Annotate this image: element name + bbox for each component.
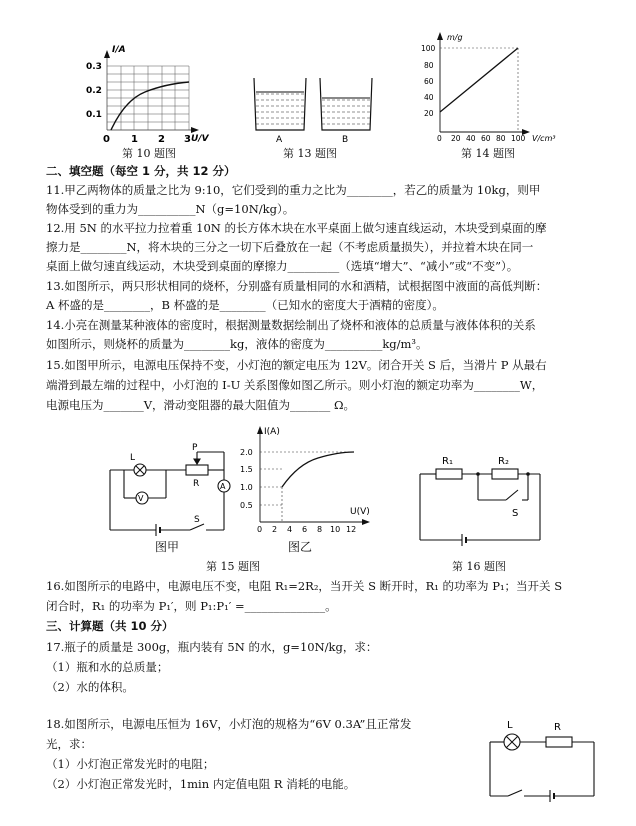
- fig10-y-tick: 0.1: [86, 110, 102, 120]
- q18-line1: 18.如图所示，电源电压恒为 16V，小灯泡的规格为“6V 0.3A”且正常发: [46, 717, 412, 731]
- fig15-graph-x-label: U(V): [350, 507, 370, 517]
- fig15-graph-y-tick: 1.0: [240, 483, 253, 492]
- fig10-y-label: I/A: [112, 45, 126, 55]
- fig13-label-b: B: [342, 135, 349, 145]
- q12-line2: 擦力是________N，将木块的三分之一切下后叠放在一起（不考虑质量损失），并拉着木块在同一: [46, 240, 534, 254]
- fig16-label-s: S: [512, 508, 519, 519]
- fig18-circuit: [482, 716, 606, 812]
- fig15-graph: [238, 424, 378, 544]
- fig15-label-s: S: [194, 515, 200, 525]
- fig14-y-tick: 80: [424, 61, 434, 70]
- fig16-label-r1: R₁: [442, 456, 453, 467]
- q16-line2: 闭合时，R₁ 的功率为 P₁′，则 P₁:P₁′ =______________。: [46, 599, 337, 613]
- fig10-x-tick: 2: [158, 134, 165, 145]
- q18-line2: 光，求：: [46, 737, 92, 751]
- fig13-caption: 第 13 题图: [283, 147, 337, 160]
- fig15-graph-y-tick: 1.5: [240, 465, 253, 474]
- q12-line1: 12.用 5N 的水平拉力拉着重 10N 的长方体木块在水平桌面上做匀速直线运动，木块受到桌面的摩: [46, 221, 547, 235]
- fig15-graph-y-label: I(A): [264, 427, 280, 437]
- fig10-x-label: U/V: [191, 134, 209, 144]
- q11-line2: 物体受到的重力为__________N（g=10N/kg）。: [46, 202, 295, 216]
- fig15-label-a: A: [220, 482, 226, 491]
- fig16-caption: 第 16 题图: [452, 560, 506, 573]
- fig15-graph-x-tick: 0: [257, 525, 263, 534]
- fig10-x-tick: 0: [103, 134, 110, 145]
- fig18-label-r: R: [554, 722, 561, 733]
- q15-line3: 电源电压为_______V，滑动变阻器的最大阻值为_______ Ω。: [46, 398, 355, 412]
- fig15-graph-x-tick: 8: [317, 525, 323, 534]
- fig15-graph-x-tick: 10: [330, 525, 341, 534]
- fig14-x-tick: 0: [437, 134, 442, 143]
- fig10-caption: 第 10 题图: [122, 147, 176, 160]
- fig14-x-tick: 100: [511, 134, 526, 143]
- q11-line1: 11.甲乙两物体的质量之比为 9:10，它们受到的重力之比为________，若乙的质量为 10kg，则甲: [46, 183, 541, 197]
- fig15-label-l: L: [130, 453, 136, 463]
- fig14-x-tick: 80: [496, 134, 506, 143]
- fig14-caption: 第 14 题图: [461, 147, 515, 160]
- q17-line1: 17.瓶子的质量是 300g，瓶内装有 5N 的水，g=10N/kg，求：: [46, 640, 378, 654]
- fig15-caption: 第 15 题图: [206, 560, 260, 573]
- q17-line2: （1）瓶和水的总质量；: [46, 660, 169, 674]
- fig14-x-label: V/cm³: [532, 134, 556, 143]
- fig14-x-tick: 40: [466, 134, 476, 143]
- q13-line2: A 杯盛的是________，B 杯盛的是________（已知水的密度大于酒精的密度）。: [46, 298, 444, 312]
- q14-line1: 14.小亮在测量某种液体的密度时，根据测量数据绘制出了烧杯和液体的总质量与液体体积的关系: [46, 318, 536, 332]
- q12-line3: 桌面上做匀速直线运动，木块受到桌面的摩擦力_________（选填“增大”、“减小”或“不变”）。: [46, 259, 519, 273]
- fig10-y-tick: 0.3: [86, 62, 102, 72]
- fig14-y-tick: 60: [424, 77, 434, 86]
- fig15-circuit-caption: 图甲: [155, 540, 180, 554]
- q15-line1: 15.如图甲所示，电源电压保持不变，小灯泡的额定电压为 12V。闭合开关 S 后，当滑片 P 从最右: [46, 358, 547, 372]
- fig14-y-label: m/g: [447, 33, 463, 42]
- q18-line4: （2）小灯泡正常发光时，1min 内定值电阻 R 消耗的电能。: [46, 777, 356, 791]
- fig14-y-tick: 40: [424, 93, 434, 102]
- fig15-graph-y-tick: 0.5: [240, 501, 253, 510]
- q15-line2: 端滑到最左端的过程中，小灯泡的 I-U 关系图像如图乙所示。则小灯泡的额定功率为________W，: [46, 378, 544, 392]
- fig14-y-tick: 100: [421, 44, 436, 53]
- fig14-x-tick: 60: [481, 134, 491, 143]
- q16-line1: 16.如图所示的电路中，电源电压不变，电阻 R₁=2R₂，当开关 S 断开时，R₁ 的功率为 P₁；当开关 S: [46, 579, 563, 593]
- fig15-label-r: R: [193, 479, 200, 489]
- fig13-label-a: A: [276, 135, 283, 145]
- fig15-graph-y-tick: 2.0: [240, 448, 253, 457]
- q13-line1: 13.如图所示，两只形状相同的烧杯，分别盛有质量相同的水和酒精，试根据图中液面的高低判断：: [46, 279, 548, 293]
- fig14-graph: [414, 28, 566, 146]
- fig10-x-tick: 3: [184, 134, 191, 145]
- fig15-graph-x-tick: 6: [302, 525, 308, 534]
- section3-heading: 三、计算题（共 10 分）: [46, 619, 174, 633]
- fig15-label-p: P: [192, 443, 198, 453]
- fig15-graph-x-tick: 2: [272, 525, 278, 534]
- fig15-label-v: V: [138, 494, 144, 503]
- fig15-graph-x-tick: 4: [287, 525, 293, 534]
- fig10-x-tick: 1: [131, 134, 138, 145]
- q17-line3: （2）水的体积。: [46, 680, 134, 694]
- section2-heading: 二、填空题（每空 1 分，共 12 分）: [46, 164, 236, 178]
- fig15-graph-x-tick: 12: [346, 525, 357, 534]
- fig14-x-tick: 20: [451, 134, 461, 143]
- fig16-label-r2: R₂: [498, 456, 509, 467]
- fig15-graph-caption: 图乙: [288, 540, 313, 554]
- fig13-beakers: [248, 72, 378, 144]
- fig18-label-l: L: [507, 720, 513, 731]
- fig14-y-tick: 20: [424, 109, 434, 118]
- fig10-graph: [85, 38, 209, 146]
- fig10-y-tick: 0.2: [86, 86, 102, 96]
- q14-line2: 如图所示，则烧杯的质量为________kg，液体的密度为__________kg/m³。: [46, 337, 428, 351]
- fig16-circuit: [414, 452, 554, 556]
- q18-line3: （1）小灯泡正常发光时的电阻；: [46, 757, 215, 771]
